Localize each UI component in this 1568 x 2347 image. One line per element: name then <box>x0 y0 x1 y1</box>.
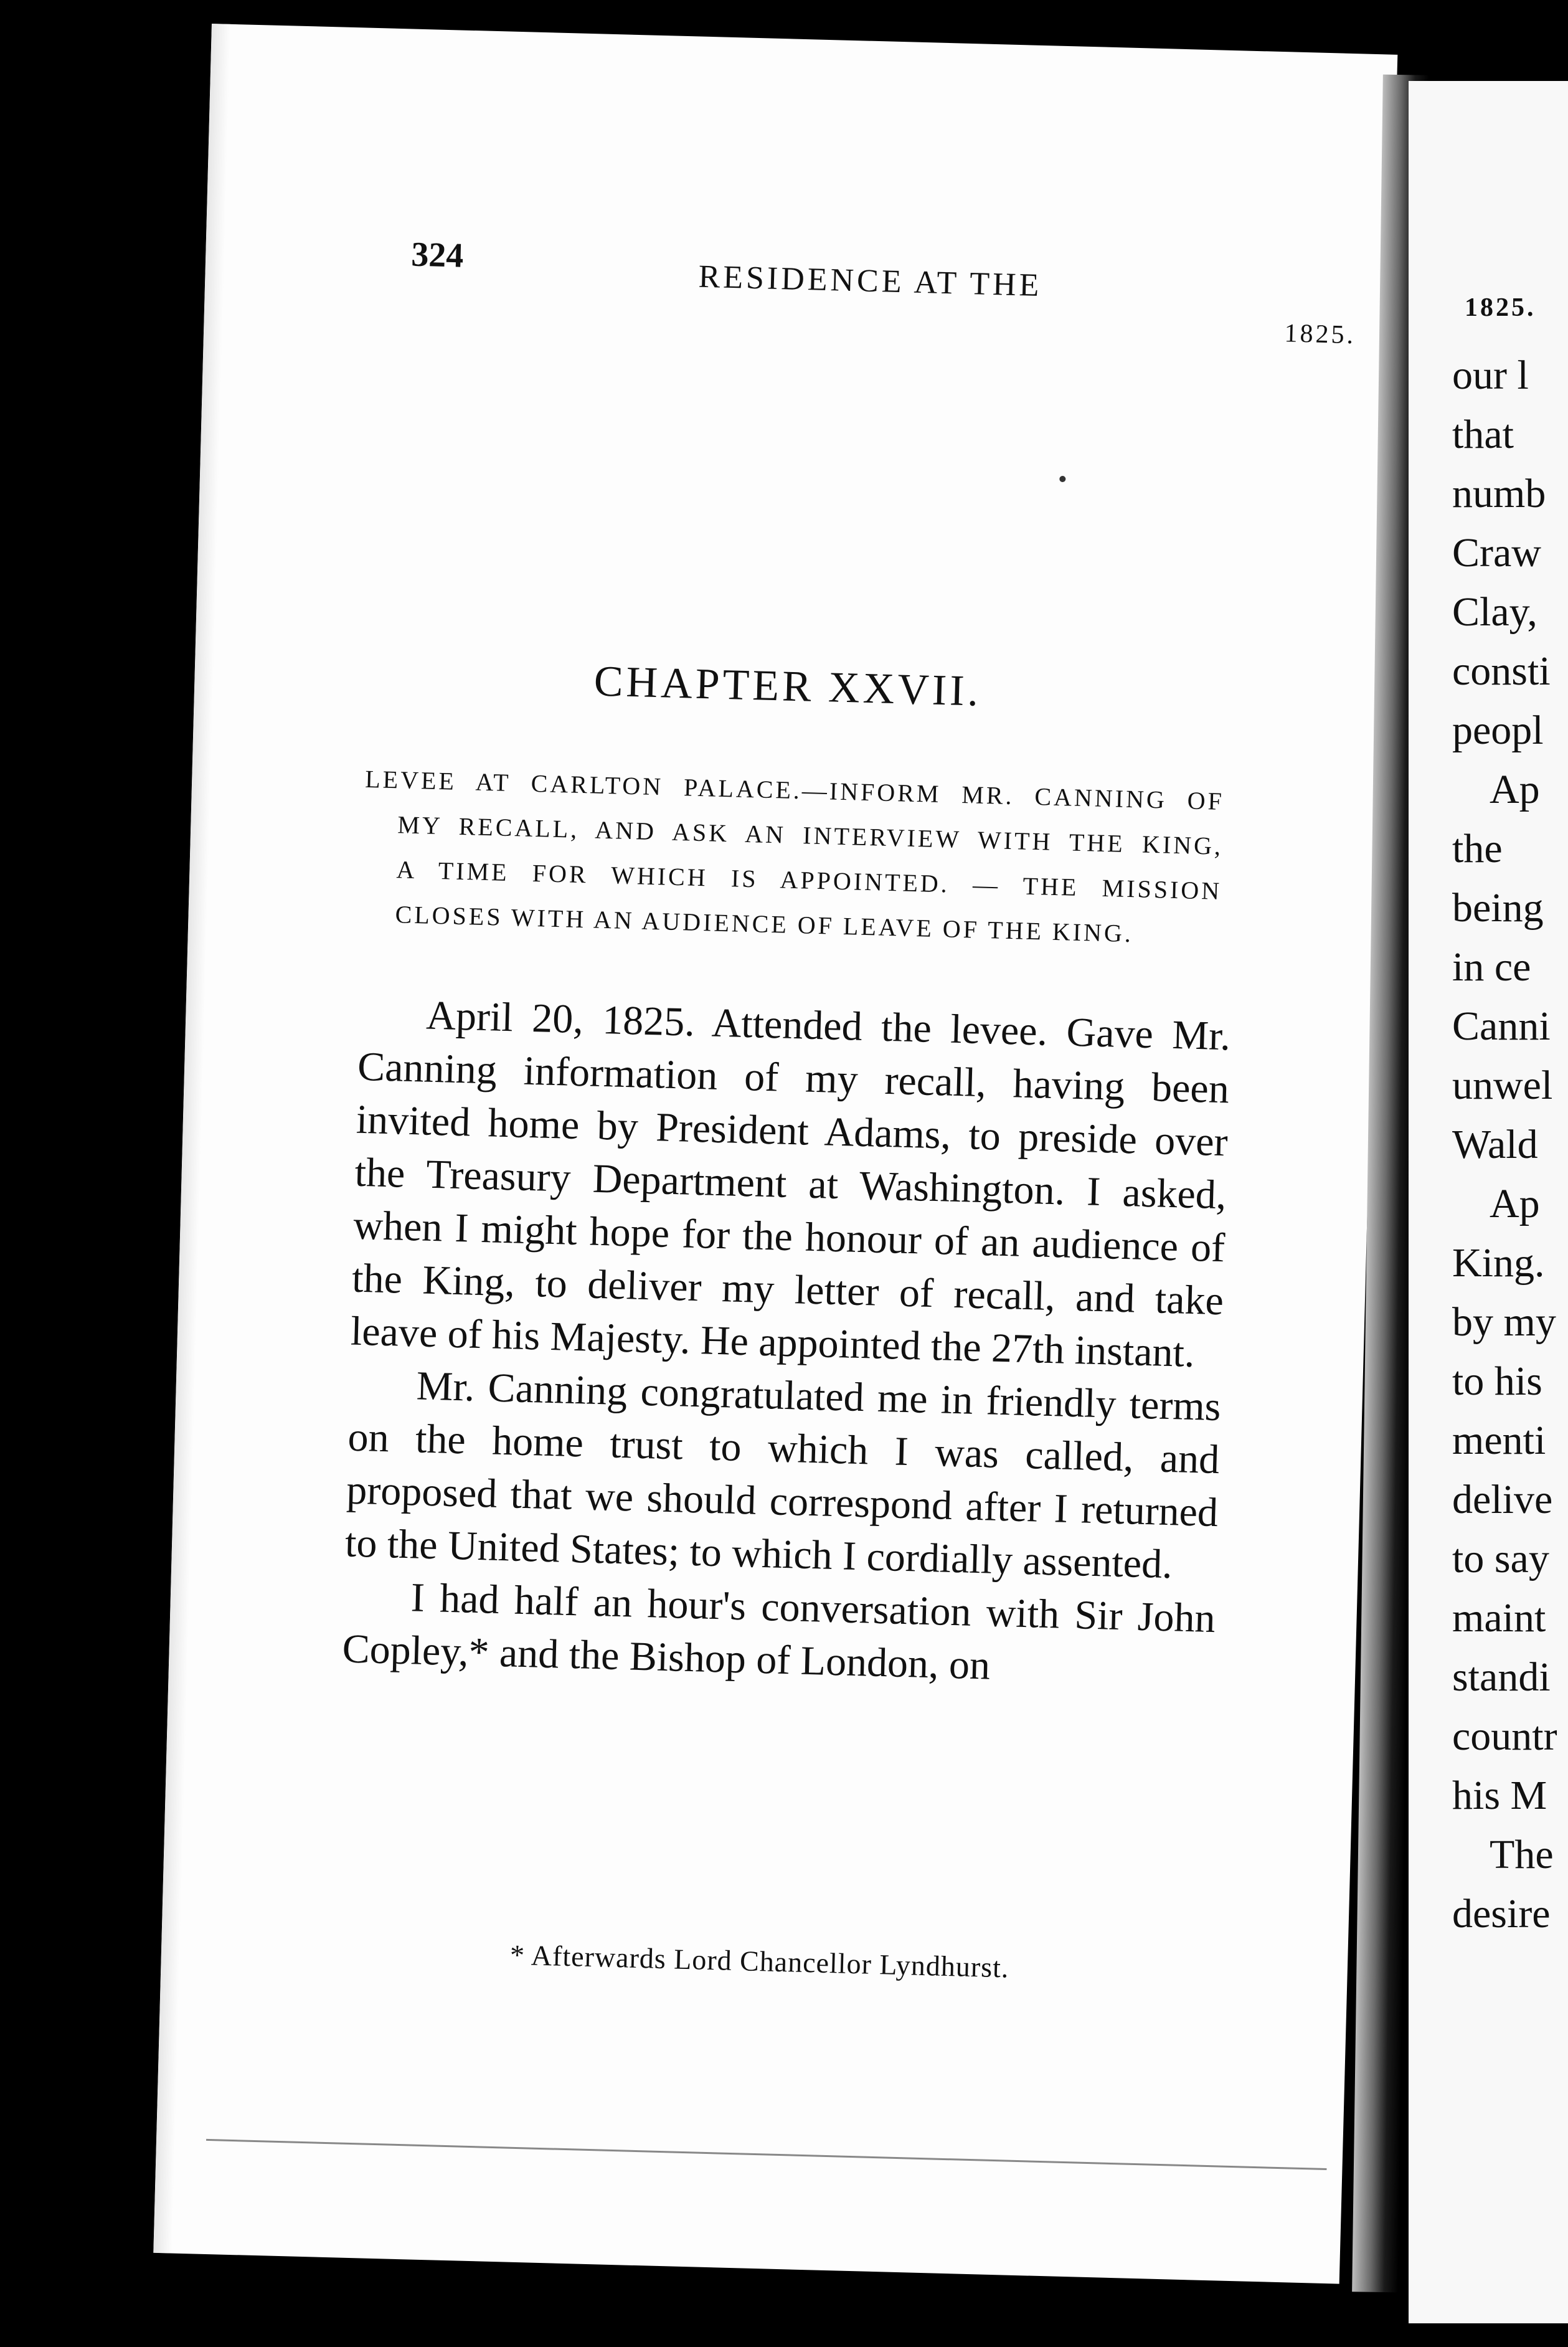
page-edge-rule <box>206 2139 1326 2170</box>
footnote: * Afterwards Lord Chancellor Lyndhurst. <box>509 1938 1010 1984</box>
text-line: Ap <box>1490 767 1540 812</box>
text-line: King. <box>1452 1240 1545 1286</box>
text-line: our l <box>1452 353 1529 398</box>
right-page-year: 1825. <box>1465 293 1536 322</box>
text-line: the <box>1452 826 1503 871</box>
text-line: Clay, <box>1452 589 1537 635</box>
text-line: peopl <box>1452 708 1544 753</box>
right-page-text <box>1452 346 1557 1943</box>
text-line: menti <box>1452 1418 1546 1463</box>
text-line: Canni <box>1452 1003 1551 1049</box>
text-line: consti <box>1452 648 1551 694</box>
ink-speck <box>1059 476 1065 482</box>
paragraph: I had half an hour's conversation with Sir John Copley,* and the Bishop of London, on <box>341 1575 1216 1689</box>
scan-border-top <box>0 0 1568 25</box>
chapter-summary <box>361 757 1225 959</box>
text-line: to say <box>1452 1536 1549 1581</box>
paragraph: April 20, 1825. Attended the levee. Gave Mr. Canning information of my recall, having been invited home by President Adams, to preside over the Treasury Department at Washington. I asked, when I might hope for the honour of an audience of the King, to deliver my letter of recall, and take leave of his Majesty. He appointed the 27th instant. <box>350 992 1231 1377</box>
text-line: Ap <box>1490 1181 1540 1226</box>
right-page <box>1409 81 1568 2323</box>
text-line: standi <box>1452 1654 1551 1700</box>
summary-line: LEVEE AT CARLTON PALACE.—INFORM MR. CANNING OF <box>364 764 1225 815</box>
running-head <box>205 229 1392 350</box>
text-line: Craw <box>1452 530 1541 576</box>
paragraph: Mr. Canning congratulated me in friendly terms on the home trust to which I was called, and proposed that we should correspond after I returned to the United States; to which I cordially assented. <box>344 1363 1222 1588</box>
text-line: delive <box>1452 1477 1553 1522</box>
text-line: Wald <box>1452 1122 1538 1167</box>
text-line: in ce <box>1452 944 1531 990</box>
text-line: by my <box>1452 1299 1556 1345</box>
summary-line: A TIME FOR WHICH IS APPOINTED. — THE MISSION <box>395 855 1222 905</box>
text-line: unwel <box>1452 1063 1553 1108</box>
text-line: that <box>1452 412 1514 457</box>
text-line: maint <box>1452 1595 1546 1641</box>
text-line: to his <box>1452 1358 1542 1404</box>
running-head-year: 1825. <box>1283 319 1356 350</box>
summary-line: MY RECALL, AND ASK AN INTERVIEW WITH THE KING, <box>397 810 1224 860</box>
text-line: numb <box>1452 471 1546 516</box>
text-line: being <box>1452 885 1544 931</box>
left-page <box>153 24 1397 2284</box>
running-head-title: RESIDENCE AT THE <box>697 258 1043 304</box>
text-line: countr <box>1452 1714 1557 1759</box>
chapter-title: CHAPTER XXVII. <box>593 657 982 716</box>
summary-line: CLOSES WITH AN AUDIENCE OF LEAVE OF THE KING. <box>395 900 1134 948</box>
text-line: his M <box>1452 1773 1547 1818</box>
text-line: The <box>1490 1832 1554 1877</box>
page-number: 324 <box>410 235 465 275</box>
text-line: desire <box>1452 1891 1551 1937</box>
body-text <box>342 987 1231 1698</box>
